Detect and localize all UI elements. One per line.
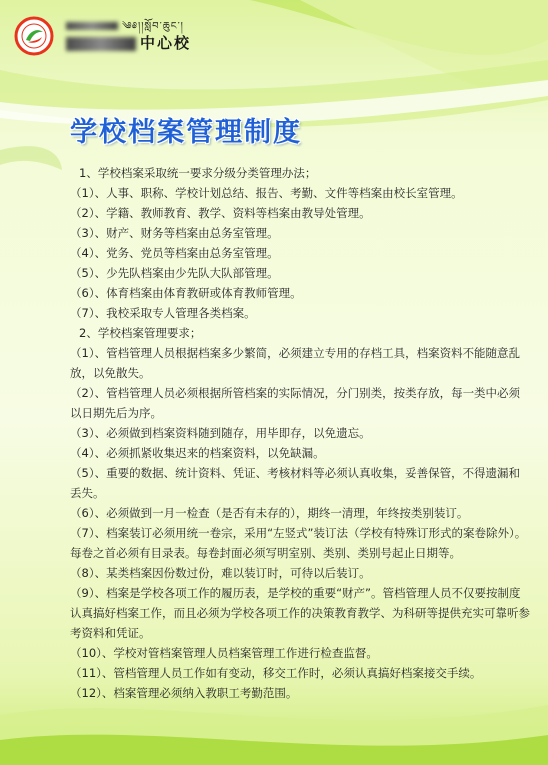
regulation-content <box>70 163 530 703</box>
paragraph: （6）、必须做到一月一检查（是否有未存的），期终一清理，年终按类别装订。 <box>70 506 469 520</box>
paragraph: （5）、重要的数据、统计资料、凭证、考核材料等必须认真收集，妥善保管，不得遗漏和丢失。 <box>70 466 521 500</box>
paragraph: （8）、某类档案因份数过份，难以装订时，可待以后装订。 <box>70 566 371 580</box>
left-curve <box>0 146 62 170</box>
paragraph: （3）、必须做到档案资料随到随存，用毕即存，以免遗忘。 <box>70 426 371 440</box>
paragraph: （12）、档案管理必须纳入教职工考勤范围。 <box>70 686 298 700</box>
paragraph: （2）、学籍、教师教育、教学、资料等档案由教导处管理。 <box>70 206 371 220</box>
paragraph: （11）、管档管理人员工作如有变动，移交工作时，必须认真搞好档案接交手续。 <box>70 666 482 680</box>
paragraph: 2、学校档案管理要求； <box>79 326 202 340</box>
school-logo-icon <box>14 16 54 56</box>
paragraph: （2）、管档管理人员必须根据所管档案的实际情况，分门别类，按类存放，每一类中必须以日期先后为序。 <box>70 386 521 420</box>
school-name-text: 中心校 <box>140 34 192 52</box>
paragraph: （5）、少先队档案由少先队大队部管理。 <box>70 266 279 280</box>
redacted-text <box>66 22 118 30</box>
paragraph: （3）、财产、财务等档案由总务室管理。 <box>70 226 279 240</box>
redacted-text <box>66 37 136 51</box>
paragraph: （4）、党务、党员等档案由总务室管理。 <box>70 246 279 260</box>
paragraph: （10）、学校对管档案管理人员档案管理工作进行检查监督。 <box>70 646 378 660</box>
paragraph: （7）、档案装订必须用统一卷宗，采用“左竖式”装订法（学校有特殊订形式的案卷除外）。每卷之首必须有目录表。每卷封面必须写明室别、类别、类别号起止日期等。 <box>70 526 527 560</box>
school-name <box>66 32 191 53</box>
page-title: 学校档案管理制度 <box>70 117 302 148</box>
school-header <box>14 12 214 58</box>
paragraph: （7）、我校采取专人管理各类档案。 <box>70 306 256 320</box>
paragraph: （1）、人事、职称、学校计划总结、报告、考勤、文件等档案由校长室管理。 <box>70 186 463 200</box>
paragraph: （1）、管档管理人员根据档案多少繁简，必须建立专用的存档工具，档案资料不能随意乱放，以免散失。 <box>70 346 521 380</box>
paragraph: 1、学校档案采取统一要求分级分类管理办法； <box>79 166 317 180</box>
paragraph: （9）、档案是学校各项工作的履历表，是学校的重要“财产”。管档管理人员不仅要按制度认真搞好档案工作，而且必须为学校各项工作的决策教育教学、为科研等提供充实可靠听参考资料和凭证。 <box>70 586 530 640</box>
school-subtitle-text: ༄༅།།སློབ་ཆུང་། <box>122 21 184 32</box>
paragraph: （6）、体育档案由体育教研或体育教师管理。 <box>70 286 302 300</box>
paragraph: （4）、必须抓紧收集迟来的档案资料，以免缺漏。 <box>70 446 325 460</box>
